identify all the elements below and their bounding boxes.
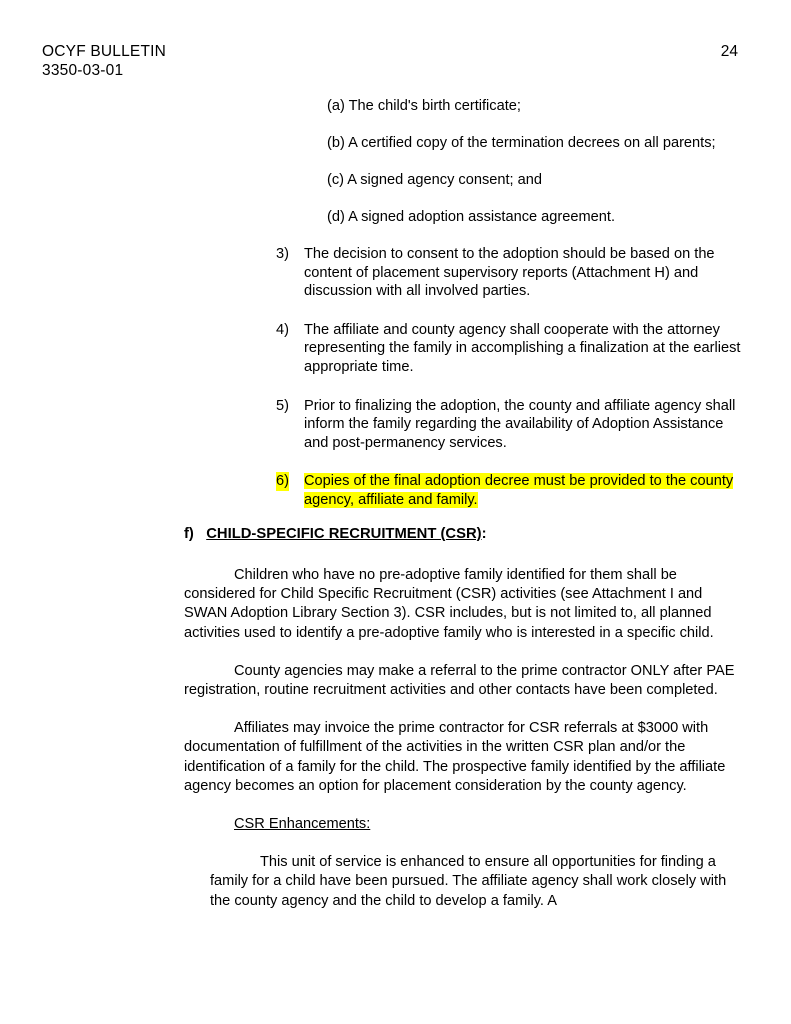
- page-number: 24: [720, 43, 738, 60]
- bulletin-title: OCYF BULLETIN: [42, 43, 167, 60]
- subsection-heading-wrap: [184, 815, 738, 834]
- header-row: [42, 42, 738, 80]
- list-item-marker: 4): [276, 321, 289, 338]
- body-region: [184, 525, 738, 911]
- list-item-marker: 6): [276, 473, 289, 490]
- numbered-list-region: [276, 97, 746, 510]
- section-heading: [184, 525, 738, 543]
- list-item: [276, 245, 746, 301]
- list-item: (b) A certified copy of the termination decrees on all parents;: [327, 135, 716, 151]
- list-item-text: The decision to consent to the adoption should be based on the content of placement supervisory reports (Attachment H) and discussion with all involved parties.: [304, 246, 715, 300]
- list-item: (a) The child's birth certificate;: [327, 98, 521, 114]
- list-item-marker: 5): [276, 397, 289, 414]
- indented-paragraph-block: [184, 853, 738, 911]
- list-item-text: Copies of the final adoption decree must be provided to the county agency, affiliate and family.: [304, 473, 734, 508]
- page-header: [42, 42, 738, 80]
- list-item: [276, 321, 746, 377]
- subsection-heading: CSR Enhancements:: [234, 816, 371, 833]
- list-item-text: Prior to finalizing the adoption, the county and affiliate agency shall inform the family regarding the availability of Adoption Assistance and post-permanency services.: [304, 397, 736, 451]
- list-item: [276, 397, 746, 453]
- section-title-suffix: :: [481, 526, 487, 542]
- paragraph: Children who have no pre-adoptive family identified for them shall be considered for Child Specific Recruitment (CSR) activities (see Attachment I and SWAN Adoption Library Section 3). CSR includes, but is not limited to, all planned activities used to identify a pre-adoptive family who is interested in a specific child.: [184, 567, 714, 641]
- paragraph: County agencies may make a referral to the prime contractor ONLY after PAE registration, routine recruitment activities and other contacts have been completed.: [184, 662, 735, 699]
- list-item: (c) A signed agency consent; and: [327, 172, 542, 188]
- list-item-highlighted: [276, 472, 746, 509]
- list-item: (d) A signed adoption assistance agreement.: [327, 209, 616, 225]
- section-title: CHILD-SPECIFIC RECRUITMENT (CSR): [206, 526, 482, 542]
- paragraph: This unit of service is enhanced to ensure all opportunities for finding a family for a child have been pursued. The affiliate agency shall work closely with the county agency and the child to develop a family. A: [210, 854, 727, 909]
- section-marker: f): [184, 526, 194, 542]
- paragraph: Affiliates may invoice the prime contractor for CSR referrals at $3000 with documentation of fulfillment of the activities in the written CSR plan and/or the identification of a family for the child. The prospective family identified by the affiliate agency becomes an option for placement consideration by the county agency.: [184, 720, 726, 794]
- list-item-text: The affiliate and county agency shall cooperate with the attorney representing the family in accomplishing a finalization at the earliest appropriate time.: [304, 321, 741, 375]
- list-item-marker: 3): [276, 246, 289, 262]
- header-title-block: [42, 42, 166, 80]
- bulletin-number: 3350-03-01: [42, 62, 124, 79]
